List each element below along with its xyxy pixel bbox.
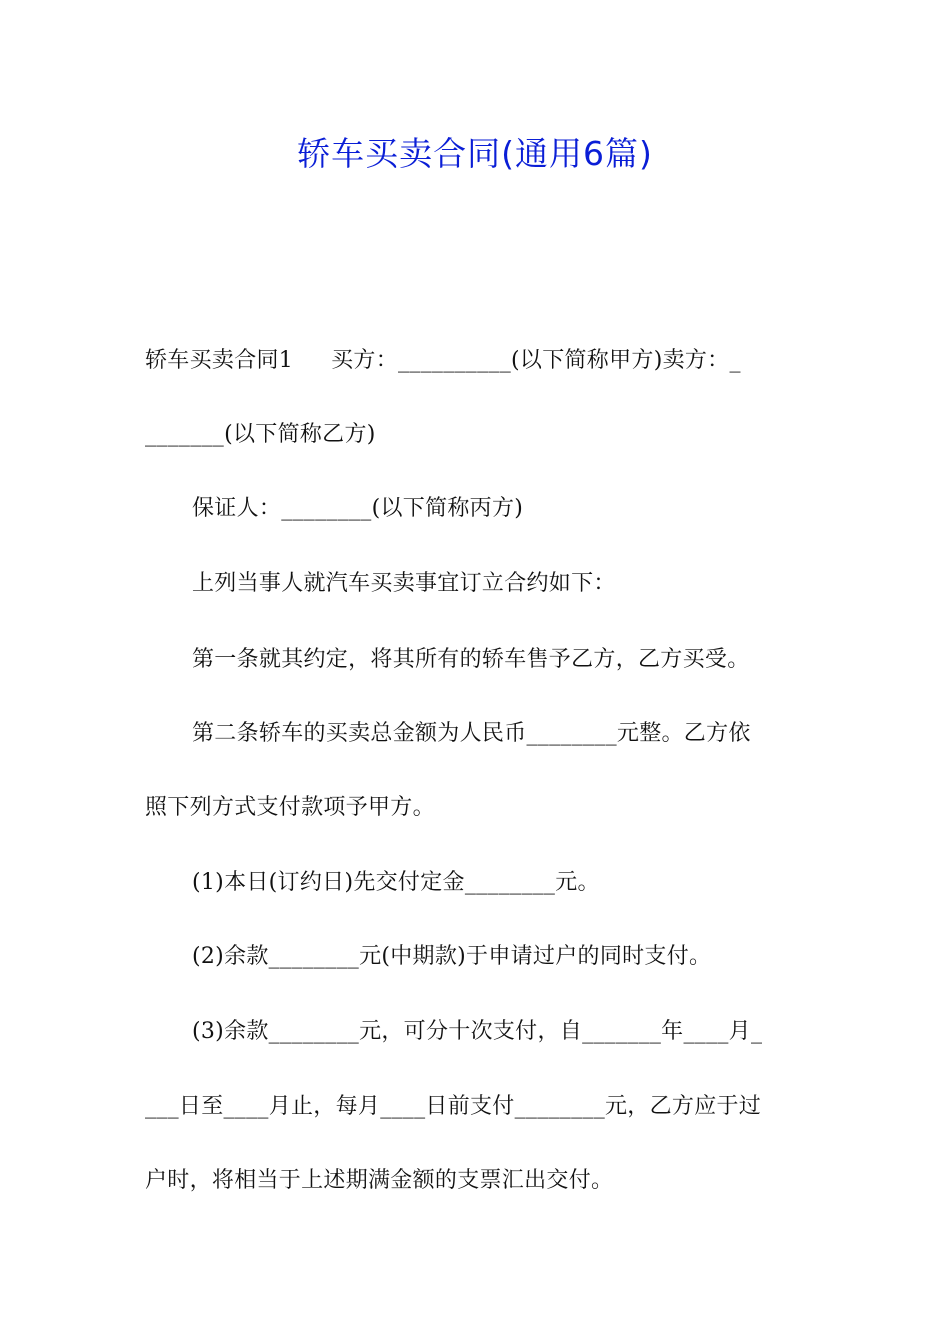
paragraph-line: 照下列方式支付款项予甲方。 (145, 795, 435, 820)
paragraph-line: ___日至____月止，每月____日前支付________元，乙方应于过 (145, 1094, 762, 1119)
paragraph-line: 户时，将相当于上述期满金额的支票汇出交付。 (145, 1168, 614, 1193)
paragraph-line: 第二条轿车的买卖总金额为人民币________元整。乙方依 (192, 721, 751, 746)
buyer-seller-text: 买方：__________(以下简称甲方)卖方：_ (331, 348, 741, 373)
paragraph-line: (3)余款________元，可分十次支付，自_______年____月_ (192, 1019, 763, 1044)
paragraph-line: _______(以下简称乙方) (145, 422, 376, 447)
paragraph-line: (2)余款________元(中期款)于申请过户的同时支付。 (192, 944, 712, 969)
paragraph-line: 保证人：________(以下简称丙方) (192, 496, 524, 521)
contract-heading: 轿车买卖合同1 (145, 348, 294, 373)
paragraph-line: 上列当事人就汽车买卖事宜订立合约如下： (192, 571, 616, 596)
paragraph-line: (1)本日(订约日)先交付定金________元。 (192, 870, 600, 895)
document-title: 轿车买卖合同(通用6篇) (297, 134, 653, 173)
paragraph-line (145, 346, 810, 376)
paragraph-line: 第一条就其约定，将其所有的轿车售予乙方，乙方买受。 (192, 647, 750, 672)
